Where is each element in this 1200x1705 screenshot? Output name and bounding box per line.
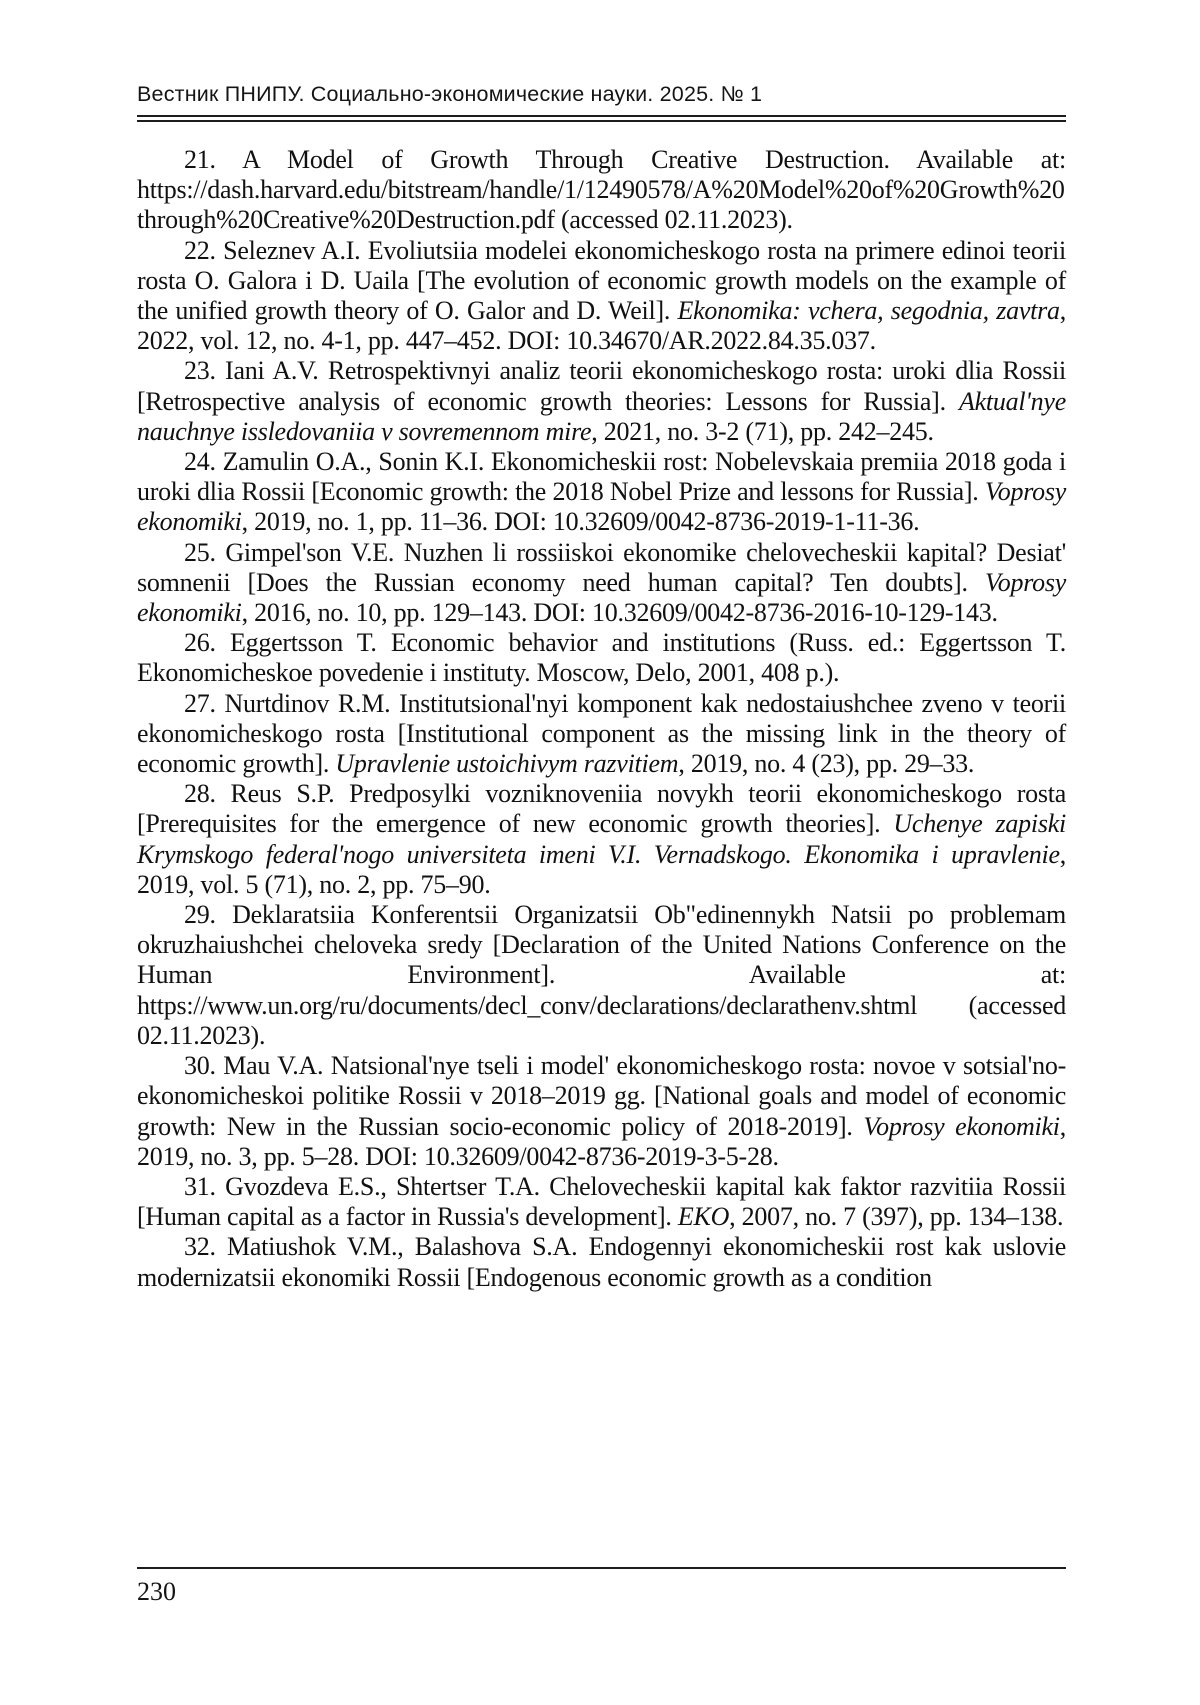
page-header: [137, 82, 1066, 122]
reference-entry-25: 25. Gimpel'son V.E. Nuzhen li rossiiskoi ekonomike chelovecheskii kapital? Desiat' somnenii [Does the Russian economy need human capital? Ten doubts]. Voprosy ekonomiki, 2016, no. 10, pp. 129–143. DOI: 10.32609/0042-8736-2016-10-129-143.: [137, 537, 1066, 628]
references-list: [137, 145, 1066, 1293]
reference-entry-26: 26. Eggertsson T. Economic behavior and institutions (Russ. ed.: Eggertsson T. Ekonomicheskoe povedenie i instituty. Moscow, Delo, 2001, 408 p.).: [137, 628, 1066, 688]
reference-entry-22: 22. Seleznev A.I. Evoliutsiia modelei ekonomicheskogo rosta na primere edinoi teorii rosta O. Galora i D. Uaila [The evolution of economic growth models on the example of the unified growth theory of O. Galor and D. Weil]. Ekonomika: vchera, segodnia, zavtra, 2022, vol. 12, no. 4-1, pp. 447–452. DOI: 10.34670/AR.2022.84.35.037.: [137, 235, 1066, 356]
footer-rule: [137, 1567, 1066, 1569]
page-content: [137, 0, 1066, 1293]
reference-entry-30: 30. Mau V.A. Natsional'nye tseli i model' ekonomicheskogo rosta: novoe v sotsial'no-ekonomicheskoi politike Rossii v 2018–2019 gg. [National goals and model of economic growth: New in the Russian socio-economic policy of 2018-2019]. Voprosy ekonomiki, 2019, no. 3, pp. 5–28. DOI: 10.32609/0042-8736-2019-3-5-28.: [137, 1051, 1067, 1171]
reference-entry-29: 29. Deklaratsiia Konferentsii Organizatsii Ob"edinennykh Natsii po problemam okruzhaiushchei cheloveka sredy [Declaration of the United Nations Conference on the Human Environment]. Available at: https://www.un.org/ru/documents/decl_conv/declarations/declarathenv.shtml (accessed 02.11.2023).: [137, 900, 1066, 1050]
reference-entry-24: 24. Zamulin O.A., Sonin K.I. Ekonomicheskii rost: Nobelevskaia premiia 2018 goda i uroki dlia Rossii [Economic growth: the 2018 Nobel Prize and lessons for Russia]. Voprosy ekonomiki, 2019, no. 1, pp. 11–36. DOI: 10.32609/0042-8736-2019-1-11-36.: [137, 447, 1066, 537]
reference-entry-28: 28. Reus S.P. Predposylki vozniknoveniia novykh teorii ekonomicheskogo rosta [Prerequisites for the emergence of new economic growth theories]. Uchenye zapiski Krymskogo federal'nogo universiteta imeni V.I. Vernadskogo. Ekonomika i upravlenie, 2019, vol. 5 (71), no. 2, pp. 75–90.: [137, 779, 1066, 899]
page-footer: [137, 1567, 1066, 1606]
running-title: Вестник ПНИПУ. Социально-экономические науки. 2025. № 1: [137, 82, 763, 106]
page-number: 230: [137, 1577, 176, 1606]
reference-entry-21: 21. A Model of Growth Through Creative Destruction. Available at: https://dash.harvard.edu/bitstream/handle/1/12490578/A%20Model%20of%20Growth%20through%20Creative%20Destruction.pdf (accessed 02.11.2023).: [137, 145, 1066, 235]
header-double-rule: [137, 115, 1066, 122]
reference-entry-27: 27. Nurtdinov R.M. Institutsional'nyi komponent kak nedostaiushchee zveno v teorii ekonomicheskogo rosta [Institutional component as the missing link in the theory of economic growth]. Upravlenie ustoichivym razvitiem, 2019, no. 4 (23), pp. 29–33.: [137, 688, 1066, 779]
reference-entry-23: 23. Iani A.V. Retrospektivnyi analiz teorii ekonomicheskogo rosta: uroki dlia Rossii [Retrospective analysis of economic growth theories: Lessons for Russia]. Aktual'nye nauchnye issledovaniia v sovremennom mire, 2021, no. 3-2 (71), pp. 242–245.: [137, 356, 1066, 446]
reference-entry-31: 31. Gvozdeva E.S., Shtertser T.A. Chelovecheskii kapital kak faktor razvitiia Rossii [Human capital as a factor in Russia's development]. EKO, 2007, no. 7 (397), pp. 134–138.: [137, 1171, 1066, 1232]
reference-entry-32: 32. Matiushok V.M., Balashova S.A. Endogennyi ekonomicheskii rost kak uslovie modernizatsii ekonomiki Rossii [Endogenous economic growth as a condition: [137, 1232, 1066, 1292]
